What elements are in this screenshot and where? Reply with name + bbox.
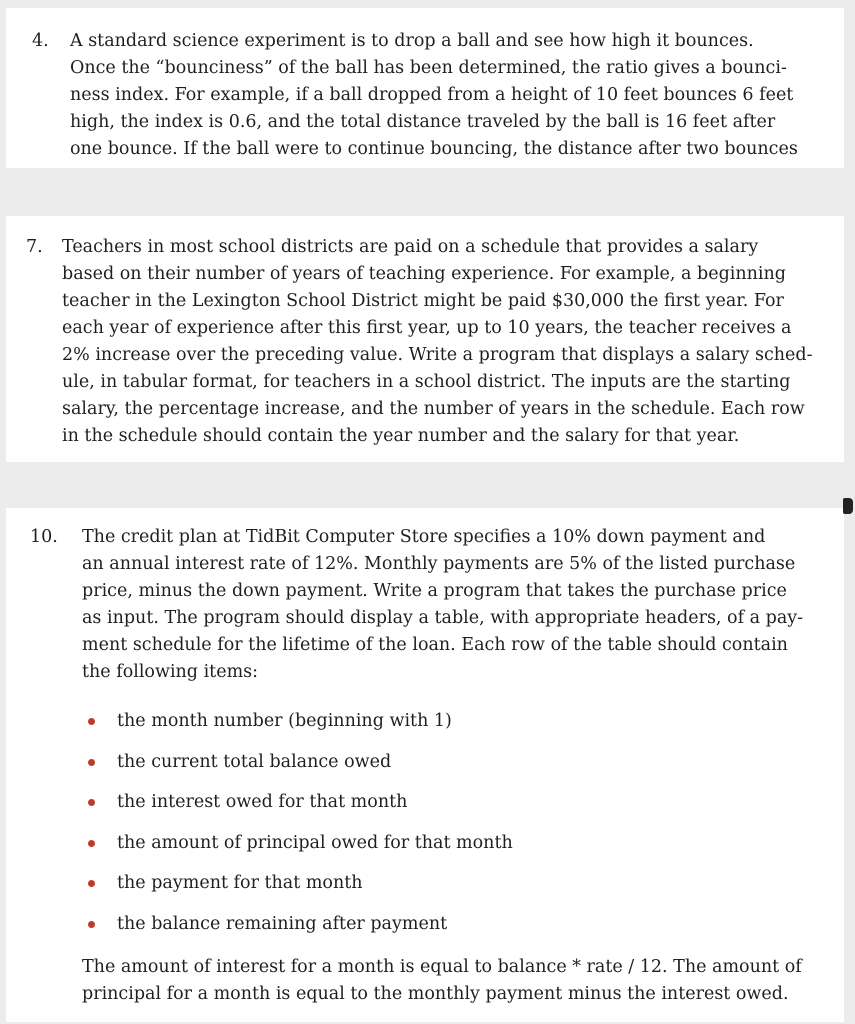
- text-line: an annual interest rate of 12%. Monthly payments are 5% of the listed purchase: [82, 554, 796, 574]
- problem-10-card: [6, 508, 844, 1022]
- problem-number: 4.: [32, 31, 49, 51]
- bullet-icon: [88, 921, 95, 928]
- text-line: principal for a month is equal to the monthly payment minus the interest owed.: [82, 984, 789, 1004]
- text-line: A standard science experiment is to drop a ball and see how high it bounces.: [70, 31, 754, 51]
- text-line: in the schedule should contain the year number and the salary for that year.: [62, 426, 740, 446]
- text-line: one bounce. If the ball were to continue bouncing, the distance after two bounces: [70, 139, 798, 159]
- text-line: based on their number of years of teaching experience. For example, a beginning: [62, 264, 786, 284]
- list-item: [82, 749, 513, 790]
- bookmark-icon: [843, 498, 853, 514]
- text-line: The amount of interest for a month is equal to balance * rate / 12. The amount of: [82, 957, 802, 977]
- bullet-icon: [88, 759, 95, 766]
- text-line: teacher in the Lexington School District might be paid $30,000 the first year. For: [62, 291, 784, 311]
- text-line: price, minus the down payment. Write a program that takes the purchase price: [82, 581, 787, 601]
- text-line: ule, in tabular format, for teachers in a school district. The inputs are the starting: [62, 372, 791, 392]
- list-item: [82, 911, 513, 952]
- bullet-icon: [88, 718, 95, 725]
- text-line: Once the “bounciness” of the ball has been determined, the ratio gives a bounci-: [70, 58, 787, 78]
- list-item-text: the current total balance owed: [117, 751, 392, 772]
- problem-text: [82, 524, 803, 686]
- text-line: as input. The program should display a table, with appropriate headers, of a pay-: [82, 608, 804, 628]
- problem-7-card: [6, 216, 844, 462]
- list-item: [82, 830, 513, 871]
- problem-text: [70, 28, 798, 163]
- text-line: 2% increase over the preceding value. Write a program that displays a salary sched-: [62, 345, 813, 365]
- bullet-list: [82, 708, 513, 951]
- list-item: [82, 870, 513, 911]
- list-item-text: the month number (beginning with 1): [117, 711, 452, 731]
- bullet-icon: [88, 840, 95, 847]
- text-line: high, the index is 0.6, and the total distance traveled by the ball is 16 feet after: [70, 112, 776, 132]
- text-line: Teachers in most school districts are paid on a schedule that provides a salary: [62, 237, 759, 257]
- closing-paragraph: [82, 954, 802, 1008]
- list-item: [82, 708, 513, 749]
- text-line: the following items:: [82, 662, 259, 682]
- list-item-text: the interest owed for that month: [117, 792, 408, 812]
- list-item-text: the payment for that month: [117, 873, 363, 893]
- problem-text: [62, 234, 813, 450]
- text-line: ment schedule for the lifetime of the loan. Each row of the table should contain: [82, 635, 788, 655]
- list-item-text: the amount of principal owed for that month: [117, 832, 513, 853]
- list-item-text: the balance remaining after payment: [117, 913, 448, 934]
- text-line: salary, the percentage increase, and the number of years in the schedule. Each row: [62, 399, 805, 419]
- text-line: The credit plan at TidBit Computer Store specifies a 10% down payment and: [82, 527, 766, 547]
- text-line: ness index. For example, if a ball dropped from a height of 10 feet bounces 6 feet: [70, 85, 794, 105]
- bullet-icon: [88, 880, 95, 887]
- text-line: each year of experience after this first year, up to 10 years, the teacher receives a: [62, 318, 792, 338]
- list-item: [82, 789, 513, 830]
- bullet-icon: [88, 799, 95, 806]
- problem-number: 10.: [30, 527, 58, 547]
- problem-number: 7.: [26, 237, 43, 257]
- problem-4-card: [6, 8, 844, 168]
